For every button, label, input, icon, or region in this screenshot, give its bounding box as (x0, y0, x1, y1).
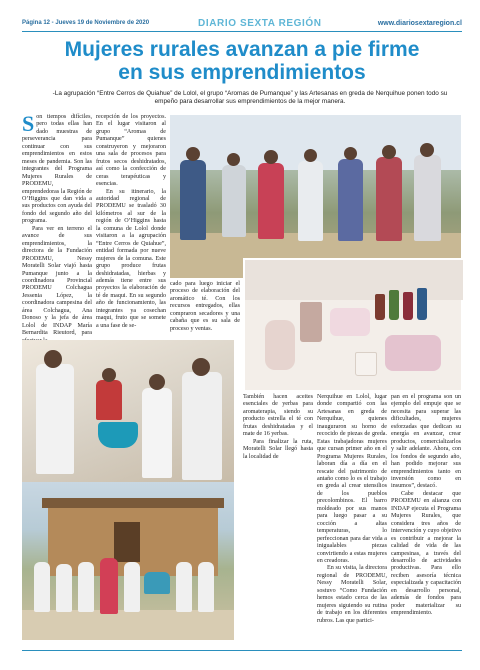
title-line-2: en sus emprendimientos (118, 61, 366, 84)
text-column-1 (22, 111, 92, 340)
text-column-4 (243, 394, 313, 644)
bottom-rule (22, 650, 462, 651)
article-title (22, 38, 462, 84)
page-label: Página 12 - Jueves 19 de Noviembre de 2020 (22, 20, 150, 26)
newspaper-brand: DIARIO SEXTA REGIÓN (198, 18, 322, 29)
paragraph: recepción de los proyectos. En el lugar visitaron al grupo “Aromas de Pumanque” quienes construyeron y mejoraron una sala de procesos para frutos secos deshidratados, así como la confección de ceras terapéuticas y esencias. (96, 114, 166, 188)
text-column-2 (96, 114, 166, 340)
drop-cap: S (22, 111, 35, 136)
paragraph: En su visita, la directora regional de PRODEMU, Nessy Moratelli Solar, sostuvo “Como Fundación hemos estado cerca de las mujeres siguiendo su rutina de trabajo en los diferentes rubros. Las que partici- (317, 565, 387, 624)
paragraph: cado para luego iniciar el proceso de elaboración del aromático té. Con los recursos entregados, ellas compraron secadores y una cabaña que es su sala de proceso y ventas. (170, 281, 240, 332)
paragraph: Nerquihue en Lolol, lugar donde compartió con las Artesanas en greda de Nerquihue, quienes inauguraron su horno de recocido de piezas de greda. Estas trabajadoras mujeres que cursan primer año en el Programa Mujeres Rurales, laboran día a día en el rescate del patrimonio de antaño como lo es el trabajo en greda al crear utensilios de los pueblos precolombinos. El barro moldeado por sus manos para luego pasar a su cocción a altas temperaturas, lo perfeccionan para dar vida a inigualables piezas convirtiendo a estas mujeres en creadoras. (317, 394, 387, 564)
article-lede: -La agrupación “Entre Cerros de Quiahue” de Lolol, el grupo “Aromas de Pumanque” y las Artesanas en greda de Nerquihue ponen todo su empeño para desarrollar sus emprendimientos de la mejor manera. (52, 90, 448, 105)
title-line-1: Mujeres rurales avanzan a pie firme (64, 38, 420, 61)
paragraph: Son tiempos difíciles, pero todas ellas han dado muestras de perseverancia para continuar con sus emprendimientos en estos meses de pandemia. Son las integrantes del Programa Mujeres Rurales de PRODEMU, emprendedoras la Región de O’Higgins que dan vida a sus productos con ayuda del fondo del segundo año del programa. (22, 111, 92, 225)
page-header (22, 18, 462, 32)
photo-group-outdoors (170, 115, 461, 278)
paragraph: Para ver en terreno el avance de sus emprendimientos, la directora de la Fundación PRODEMU, Nessy Moratelli Solar viajó hasta Pumanque junto a la coordinadora Provincial PRODEMU Colchagua Jessenia López, la coordinadora campesina del área Colchagua, Ana Donoso y la jefa de área Lolol de INDAP María Bernardita Rieutord, para (22, 225, 92, 337)
text-column-5 (317, 394, 387, 644)
photo-workshop (22, 340, 234, 485)
paragraph: También hacen aceites esenciales de yerbas para aromaterapia, siendo su producto estrella el té con frutas deshidratadas y el mate de 16 yerbas. (243, 394, 313, 438)
text-column-3 (170, 281, 240, 341)
photo-cabin-group (22, 482, 234, 640)
text-column-6 (391, 394, 461, 644)
photo-products-table (243, 258, 461, 390)
paragraph: Para finalizar la ruta, Moratelli Solar llegó hasta la localidad de (243, 438, 313, 460)
paragraph: Cabe destacar que PRODEMU en alianza con INDAP ejecuta el Programa Mujeres Rurales, que considera tres años de intervención y cuyo objetivo es contribuir a mejorar la calidad de vida de las campesinas, a través del desarrollo de actividades productivas. Para ello reciben asesoría técnica especializada y capacitación en desarrollo personal, además de fondos para poder materializar su emprendimiento. (391, 490, 461, 617)
paragraph: En su itinerario, la autoridad regional de PRODEMU se trasladó 30 kilómetros al sur de la región de O’Higgins hasta la comuna de Lolol donde visitaron a la agrupación “Entre Cerros de Quiahue”, entidad formada por nueve mujeres de la comuna. Este grupo produce frutas deshidratadas, hierbas y además tiene entre sus proyectos la elaboración de té de maqui. En su segundo año de funcionamiento, las integrantes ya cosechan maqui, fruto que se somete a una fase de se- (96, 188, 166, 329)
website-link[interactable]: www.diariosextaregion.cl (377, 20, 462, 27)
paragraph: pan en el programa son un ejemplo del empuje que se necesita para superar las dificultades, mujeres esforzadas que dedican su energía en avanzar, crear productos, comercializarlos y salir adelante. Ahora, con los fondos de segundo año, han podido mejorar sus emprendimientos tanto en inversión como en insumos”, destacó. (391, 394, 461, 490)
